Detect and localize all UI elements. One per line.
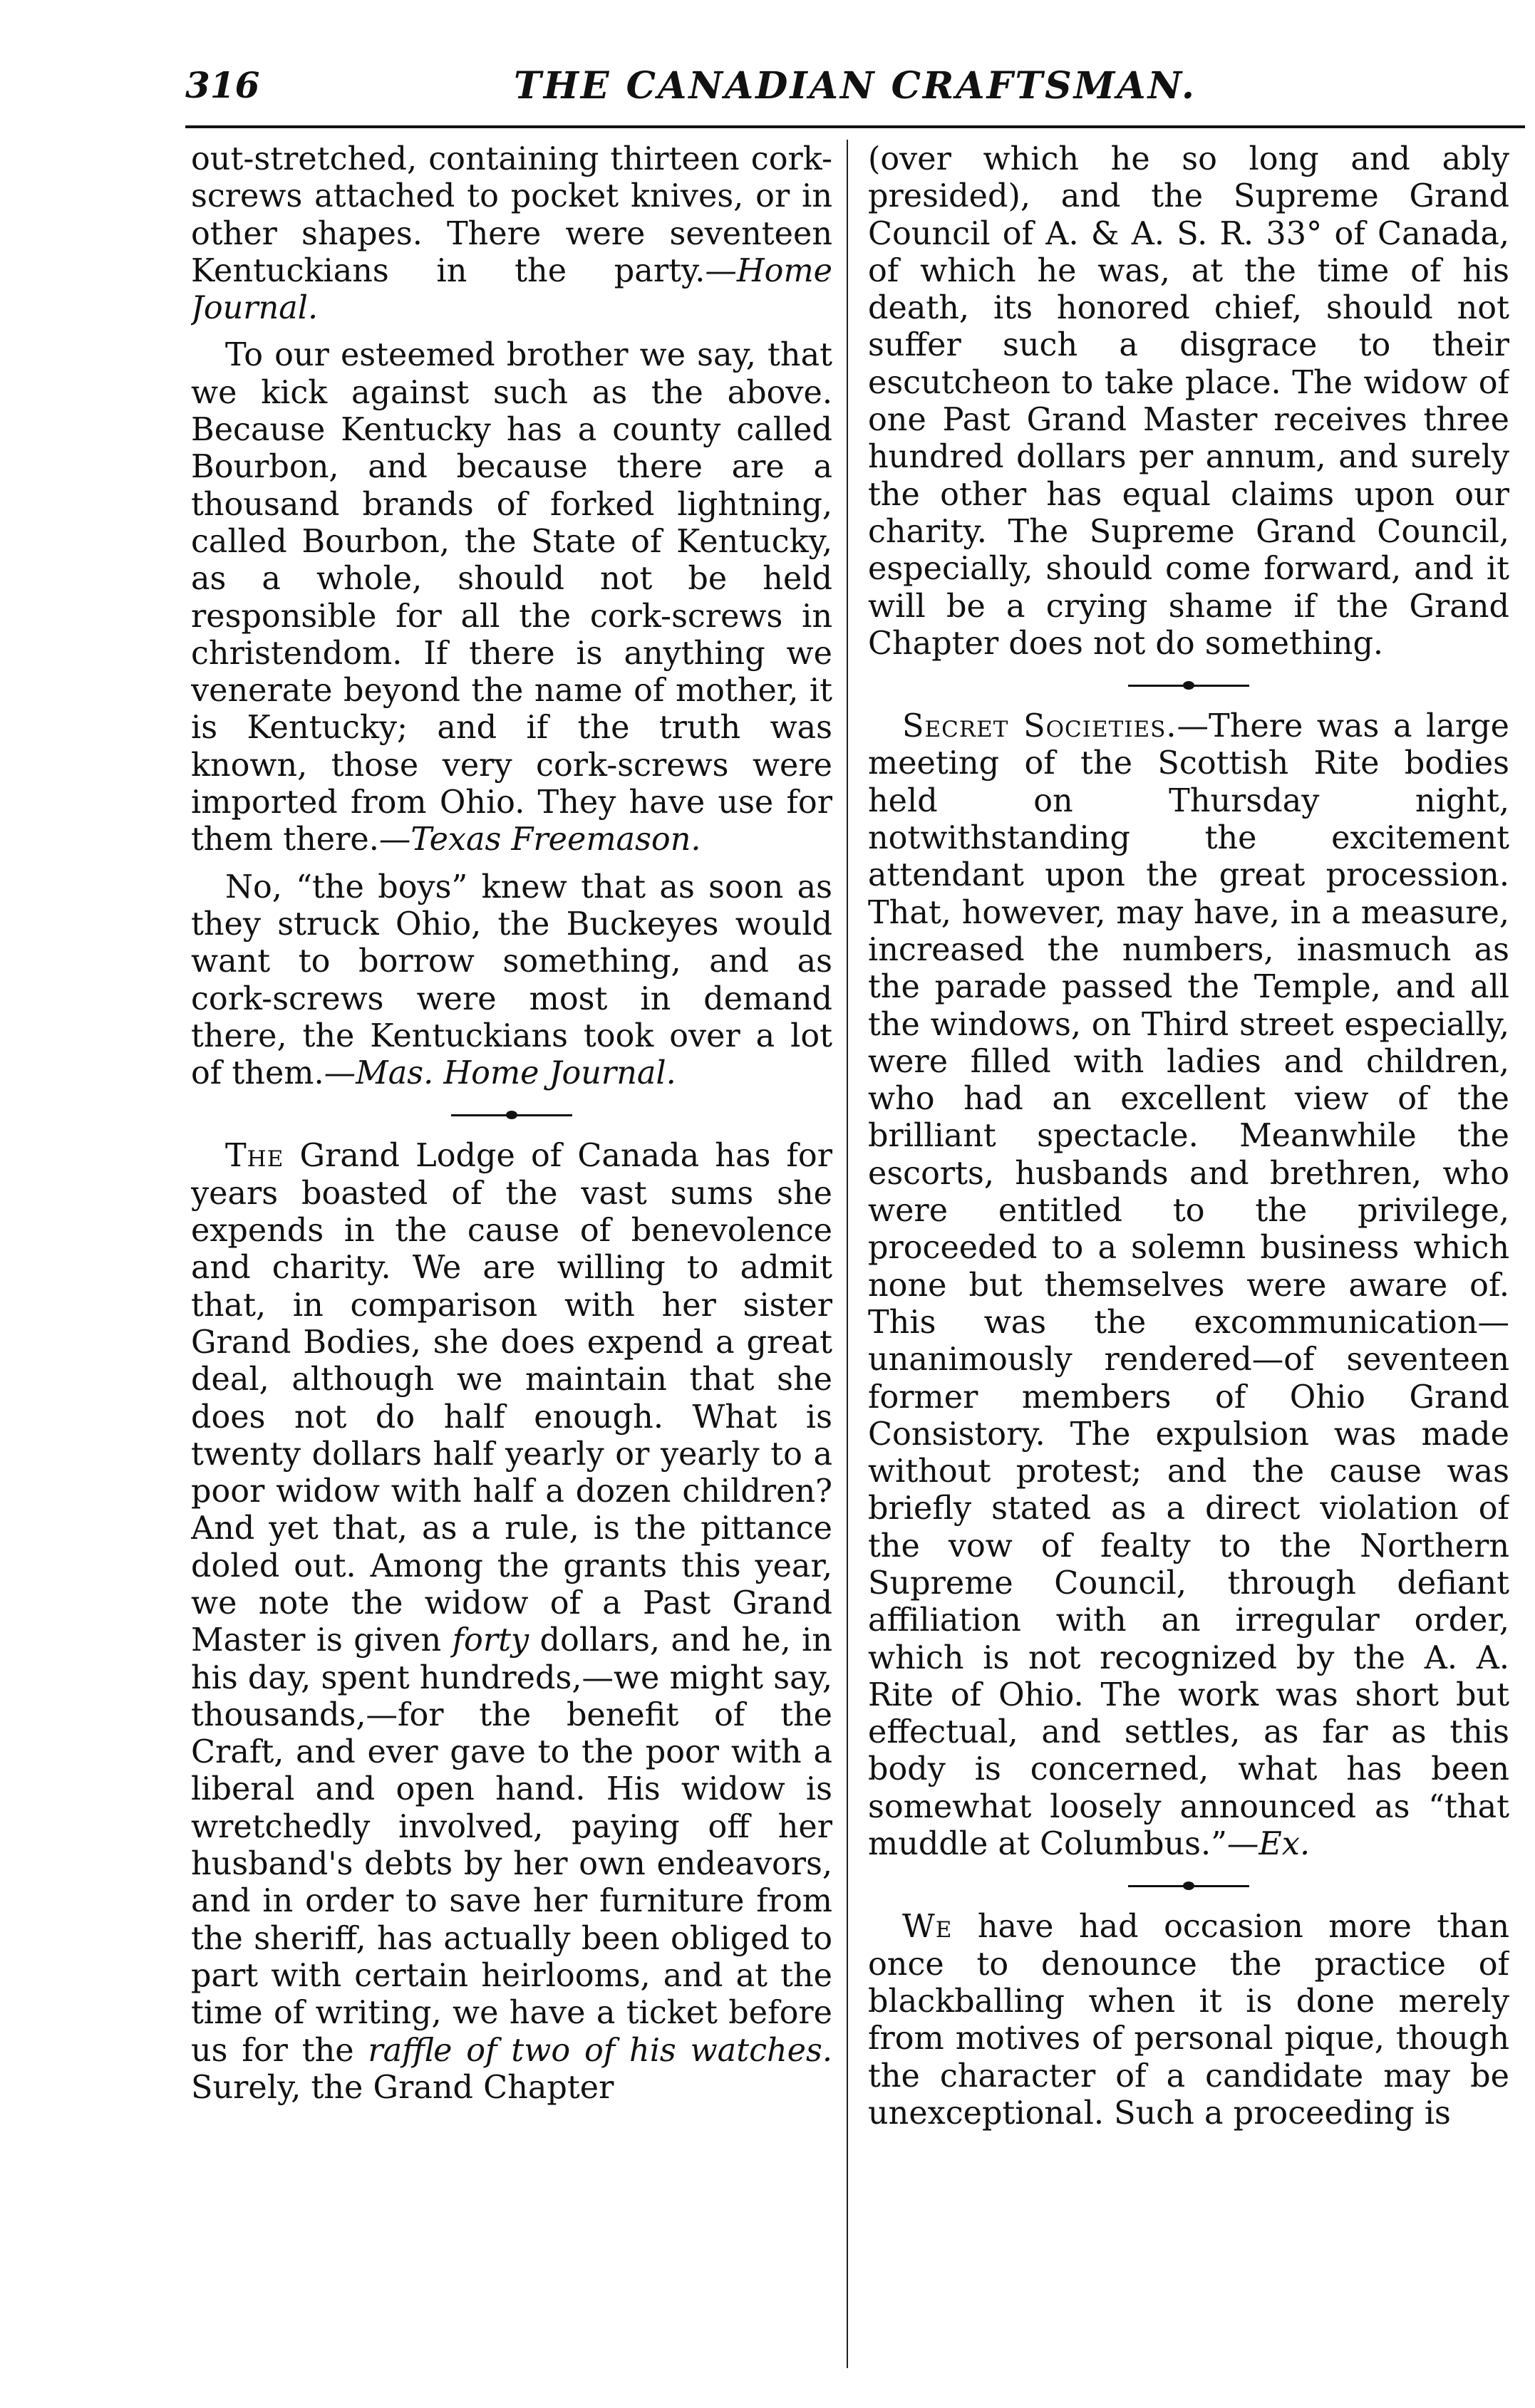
section-separator — [868, 1870, 1509, 1901]
paragraph — [191, 141, 832, 327]
lead-word: The — [225, 1138, 284, 1175]
emphasis: raffle of two of his watches. — [368, 2032, 832, 2069]
right-column — [868, 141, 1509, 2364]
page-number: 316 — [185, 64, 260, 106]
page-header — [185, 51, 1525, 130]
lead-word: We — [902, 1909, 953, 1946]
emphasis: forty — [452, 1622, 529, 1659]
header-rule — [185, 125, 1525, 128]
section-heading: Secret Societies. — [902, 708, 1177, 745]
source-citation: —Texas Freemason. — [378, 821, 701, 858]
paragraph — [868, 1909, 1509, 2132]
running-title: THE CANADIAN CRAFTSMAN. — [514, 64, 1197, 108]
section-separator — [868, 670, 1509, 701]
paragraph-text: have had occasion more than once to denounce the practice of blackballing when it is done merely from motives of personal pique, though the character of a candidate may be unexceptional. Such a proceeding is — [868, 1909, 1509, 2132]
paragraph-text: out-stretched, containing thirteen cork-screws attached to pocket knives, or in other shapes. There were seventeen Kentuckians in the party. — [191, 141, 832, 289]
paragraph-text: dollars, and he, in his day, spent hundreds,—we might say, thousands,—for the benefit of the Craft, and ever gave to the poor with a liberal and open hand. His widow is wretchedly involved, paying off her husband's debts by her own endeavors, and in order to save her furniture from the sheriff, has actually been obliged to part with certain heirlooms, and at the time of writing, we have a ticket before us for the — [191, 1622, 832, 2069]
section-separator — [191, 1099, 832, 1131]
paragraph-text: To our esteemed brother we say, that we kick against such as the above. Because Kentucky has a county called Bourbon, and because there are a thousand brands of forked lightning, called Bourbon, the State of Kentucky, as a whole, should not be held responsible for all the cork-screws in christendom. If there is anything we venerate beyond the name of mother, it is Kentucky; and if the truth was known, those very cork-screws were imported from Ohio. They have use for them there. — [191, 337, 832, 858]
source-citation: —Mas. Home Journal. — [324, 1055, 676, 1092]
paragraph — [868, 708, 1509, 1863]
paragraph — [191, 337, 832, 858]
paragraph-text: Grand Lodge of Canada has for years boasted of the vast sums she expends in the cause of benevolence and charity. We are willing to admit that, in comparison with her sister Grand Bodies, she does expend a great deal, although we maintain that she does not do half enough. What is twenty dollars half yearly or yearly to a poor widow with half a dozen children? And yet that, as a rule, is the pittance doled out. Among the grants this year, we note the widow of a Past Grand Master is given — [191, 1138, 832, 1659]
left-column — [191, 141, 832, 2364]
source-citation: —Ex. — [1226, 1826, 1311, 1863]
source-citation: —Home Journal. — [191, 252, 832, 327]
paragraph-text: Surely, the Grand Chapter — [191, 2069, 614, 2106]
paragraph — [191, 869, 832, 1093]
paragraph — [191, 1138, 832, 2107]
paragraph — [868, 141, 1509, 663]
paragraph-text: (over which he so long and ably presided), and the Supreme Grand Council of A. & A. S. R. 33° of Canada, of which he was, at the time of his death, its honored chief, should not suffer such a disgrace to their escutcheon to take place. The widow of one Past Grand Master receives three hundred dollars per annum, and surely the other has equal claims upon our charity. The Supreme Grand Council, especially, should come forward, and it will be a crying shame if the Grand Chapter does not do something. — [868, 141, 1509, 662]
paragraph-text: —There was a large meeting of the Scottish Rite bodies held on Thursday night, notwithstanding the excitement attendant upon the great procession. That, however, may have, in a measure, increased the numbers, inasmuch as the parade passed the Temple, and all the windows, on Third street especially, were filled with ladies and children, who had an excellent view of the brilliant spectacle. Meanwhile the escorts, husbands and brethren, who were entitled to the privilege, proceeded to a solemn business which none but themselves were aware of. This was the excommunication—unanimously rendered—of seventeen former members of Ohio Grand Consistory. The expulsion was made without protest; and the cause was briefly stated as a direct violation of the vow of fealty to the Northern Supreme Council, through defiant affiliation with an irregular order, which is not recognized by the A. A. Rite of Ohio. The work was short but effectual, and settles, as far as this body is concerned, what has been somewhat loosely announced as “that muddle at Columbus.” — [868, 708, 1509, 1863]
column-divider — [847, 140, 848, 2368]
paragraph-text: No, “the boys” knew that as soon as they struck Ohio, the Buckeyes would want to borrow something, and as cork-screws were most in demand there, the Kentuckians took over a lot of them. — [191, 868, 832, 1092]
